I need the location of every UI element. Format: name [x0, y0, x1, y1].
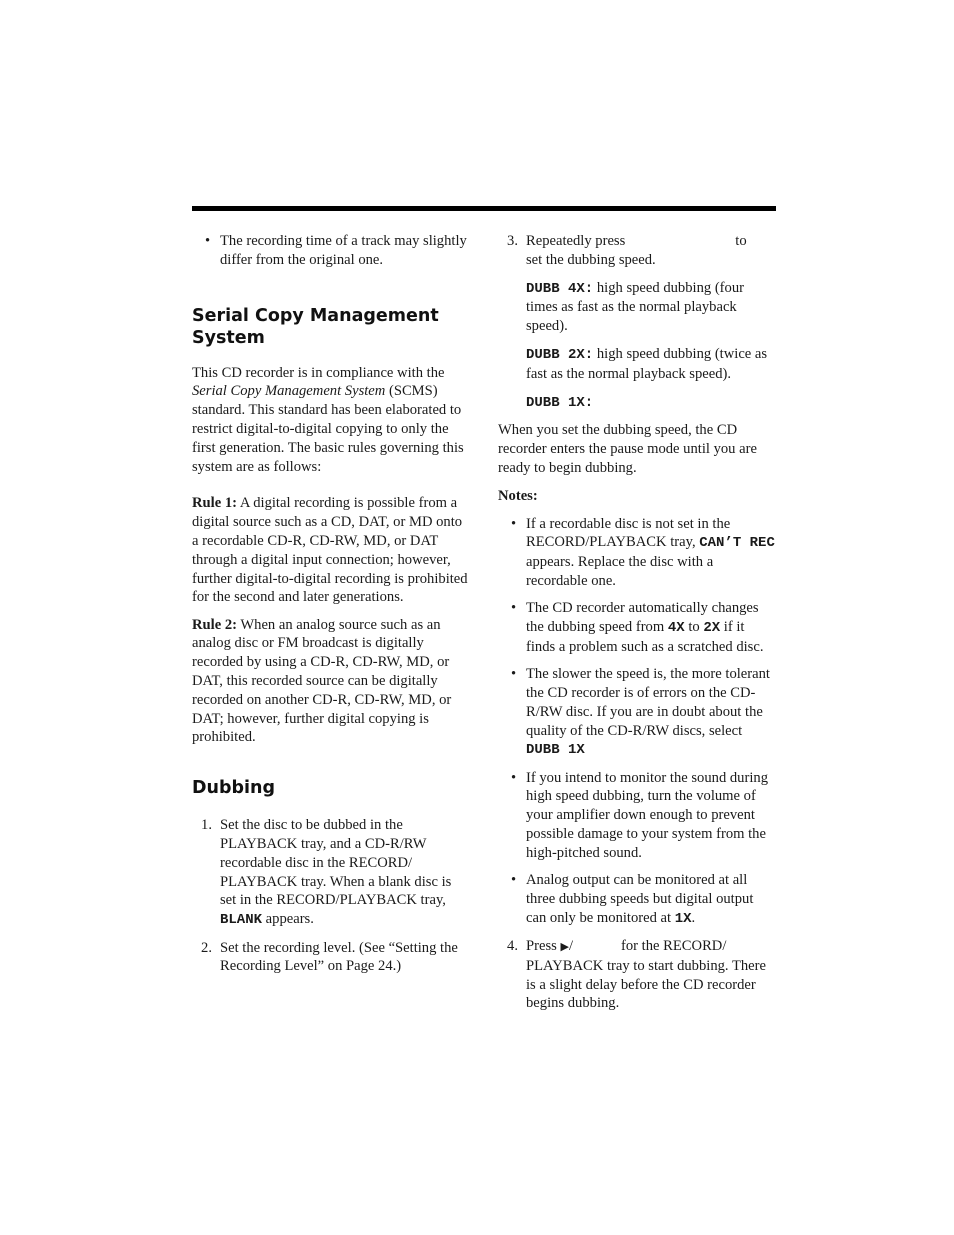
rule2-paragraph: Rule 2: When an analog source such as an analog disc or FM broadcast is digitally recorded by using a CD-R, CD-RW, MD, or DAT, this recorded source can be digitally recorded on another CD-R, CD-RW, MD, or DAT; however, further digital copying is prohibited. — [192, 616, 452, 746]
note-4-text: If you intend to monitor the sound during high speed dubbing, turn the volume of your amplifier down enough to prevent possible damage to your system from the high-pitched sound. — [526, 769, 768, 861]
right-column — [498, 232, 776, 1013]
dubb-2x-line: DUBB 2X: high speed dubbing (twice as fast as the normal playback speed). — [526, 345, 768, 382]
left-column — [192, 232, 470, 976]
dubbing-step-1 — [192, 816, 470, 930]
bullet-text: The recording time of a track may slightly differ from the original one. — [220, 233, 467, 268]
note-2-text: The CD recorder automatically changes the dubbing speed from 4X to 2X if it finds a problem such as a scratched disc. — [526, 600, 764, 655]
note-5 — [498, 871, 776, 928]
notes-heading: Notes: — [498, 487, 538, 504]
step-4-text: Press ▶/ for the RECORD/ PLAYBACK tray to start dubbing. There is a slight delay before the CD recorder begins dubbing. — [526, 938, 766, 1012]
step-number: 4. — [507, 938, 518, 954]
bullet-marker: • — [511, 872, 517, 889]
dubbing-step-2 — [192, 939, 470, 977]
note-1 — [498, 515, 776, 591]
play-pause-icon: ▶ — [560, 941, 569, 953]
rule2-label: Rule 2: — [192, 616, 237, 633]
note-1-text: If a recordable disc is not set in the RECORD/PLAYBACK tray, CAN’T REC appears. Replace the disc with a recordable one. — [526, 515, 775, 589]
step-number: 2. — [201, 939, 212, 956]
pause-paragraph: When you set the dubbing speed, the CD recorder enters the pause mode until you are ready to begin dubbing. — [498, 422, 757, 476]
dubb-4x-line: DUBB 4X: high speed dubbing (four times as fast as the normal playback speed). — [526, 279, 744, 335]
scms-heading: Serial Copy Management System — [192, 305, 439, 348]
dubbing-step-4 — [498, 937, 776, 1013]
rule1-label: Rule 1: — [192, 495, 237, 512]
bullet-marker: • — [511, 769, 517, 786]
note-2 — [498, 599, 776, 656]
dubbing-heading: Dubbing — [192, 778, 276, 799]
step-3-text: Repeatedly press to set the dubbing speed. — [526, 233, 747, 268]
note-3 — [498, 665, 776, 760]
note-4 — [498, 769, 776, 863]
step-1-text: Set the disc to be dubbed in the PLAYBACK tray, and a CD-R/RW recordable disc in the RECORD/ PLAYBACK tray. When a blank disc is set in the RECORD/PLAYBACK tray, BLANK appears. — [220, 817, 452, 929]
note-3-text: The slower the speed is, the more tolerant the CD recorder is of errors on the CD-R/RW disc. If you are in doubt about the quality of the CD-R/RW discs, select DUBB 1X — [526, 666, 770, 759]
blank-display: BLANK — [220, 912, 263, 929]
step-number: 1. — [201, 817, 212, 834]
rule1-paragraph: Rule 1: A digital recording is possible from a digital source such as a CD, DAT, or MD onto a recordable CD-R, CD-RW, MD, or DAT through a digital input connection; however, further digital-to-digital recording is prohibited for the second and later generations. — [192, 495, 468, 606]
bullet-marker: • — [511, 666, 517, 683]
note-5-text: Analog output can be monitored at all three dubbing speeds but digital output can only be monitored at 1X. — [526, 872, 754, 927]
bullet-marker: • — [511, 515, 517, 532]
dubb-1x-line: DUBB 1X: — [526, 394, 594, 411]
header-rule — [192, 206, 776, 211]
step-2-text: Set the recording level. (See “Setting the Recording Level” on Page 24.) — [220, 939, 458, 975]
bullet-marker: • — [511, 600, 517, 617]
bullet-recording-time — [192, 232, 470, 270]
bullet-marker: • — [205, 233, 211, 249]
dubbing-step-3 — [498, 232, 776, 412]
step-number: 3. — [507, 233, 518, 249]
scms-intro: This CD recorder is in compliance with the Serial Copy Management System (SCMS) standard. This standard has been elaborated to restrict digital-to-digital copying to only the first generation. The basic rules governing this system are as follows: — [192, 364, 464, 475]
